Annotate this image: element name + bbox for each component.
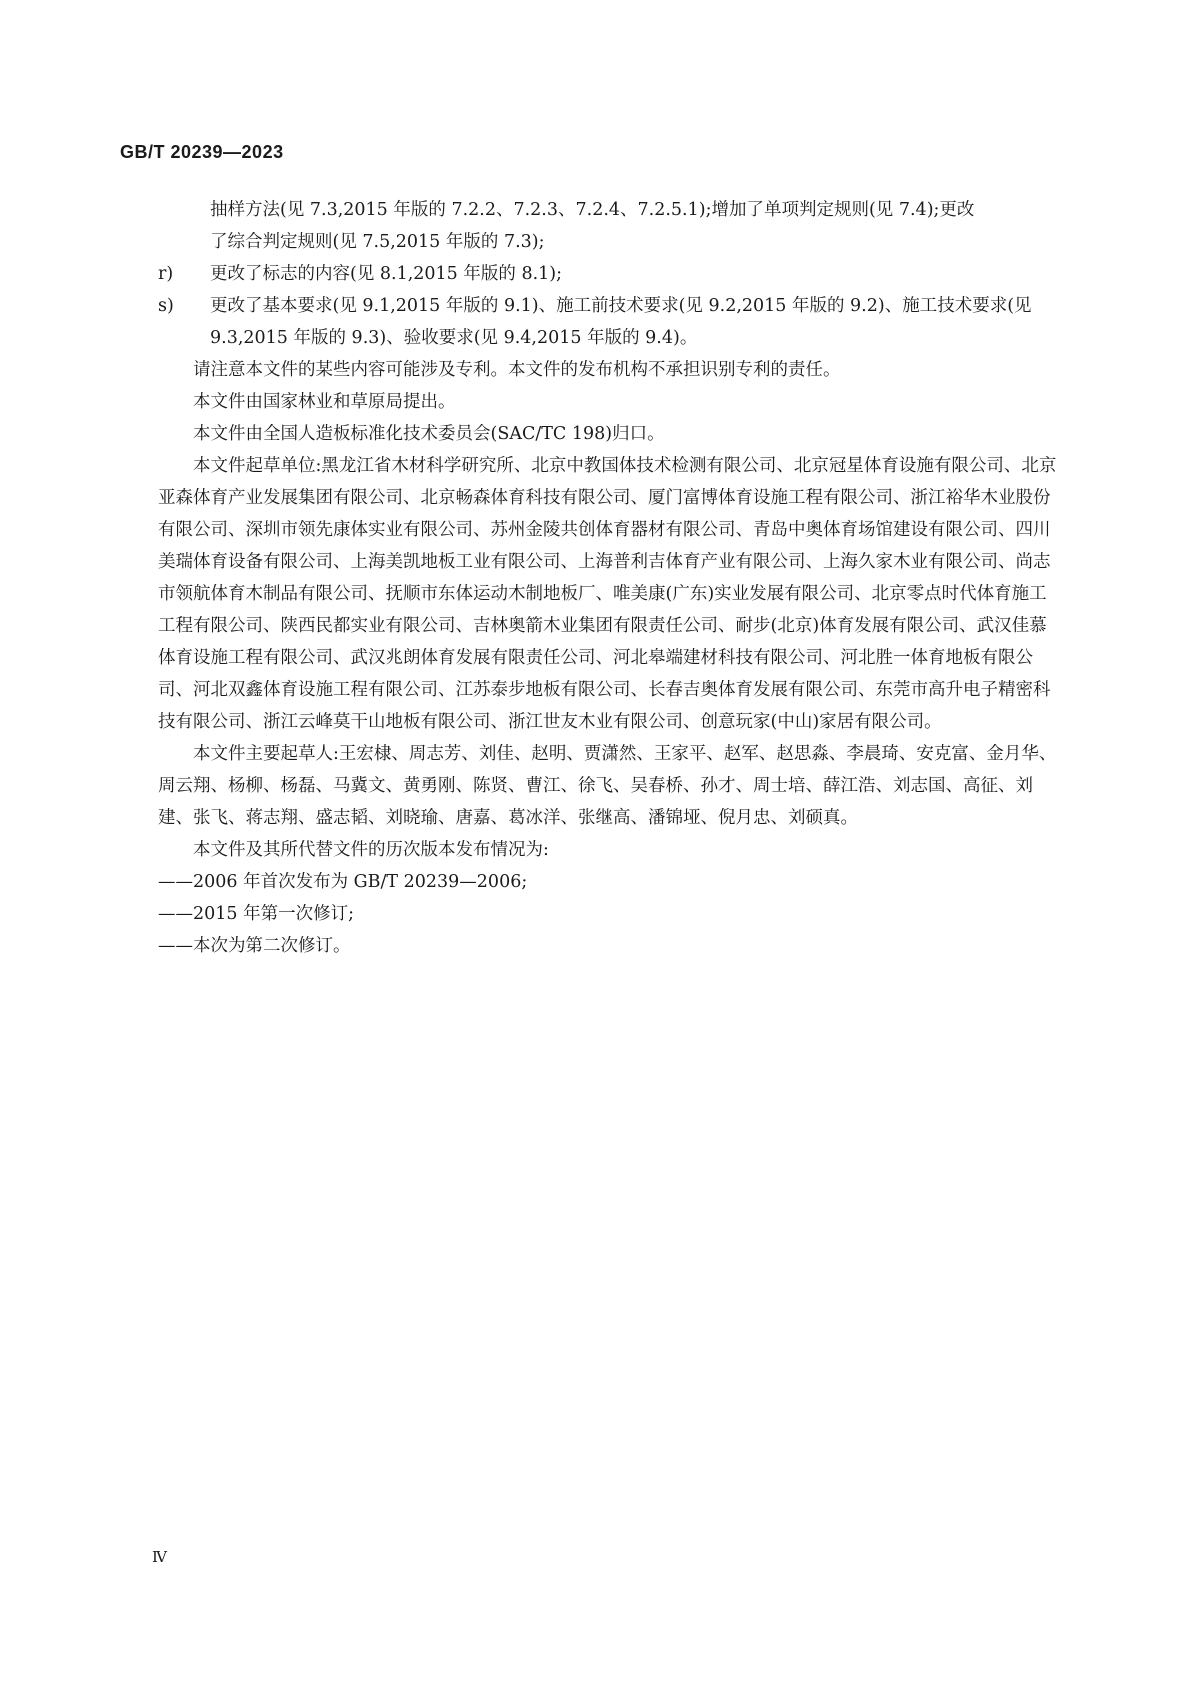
continuation-line-1: 抽样方法(见 7.3,2015 年版的 7.2.2、7.2.3、7.2.4、7.2.5.1);增加了单项判定规则(见 7.4);更改 (210, 200, 975, 220)
history-intro: 本文件及其所代替文件的历次版本发布情况为: (193, 840, 549, 860)
list-text: 更改了基本要求(见 9.1,2015 年版的 9.1)、施工前技术要求(见 9.2,2015 年版的 9.2)、施工技术要求(见 9.3,2015 年版的 9.3)、验收要求(见 9.4,2015 年版的 9.4)。 (210, 296, 1032, 348)
page-number: Ⅳ (152, 1548, 167, 1566)
history-item: ——2015 年第一次修订; (158, 904, 354, 924)
proposed-by: 本文件由国家林业和草原局提出。 (193, 392, 456, 412)
list-mark: r) (158, 264, 174, 284)
foreword-body (158, 194, 1060, 962)
history-item: ——本次为第二次修订。 (158, 936, 351, 956)
continuation-line-2: 了综合判定规则(见 7.5,2015 年版的 7.3); (210, 232, 545, 252)
list-item-r (158, 258, 1060, 290)
history-item: ——2006 年首次发布为 GB/T 20239—2006; (158, 872, 528, 892)
patent-notice: 请注意本文件的某些内容可能涉及专利。本文件的发布机构不承担识别专利的责任。 (193, 360, 841, 380)
list-text: 更改了标志的内容(见 8.1,2015 年版的 8.1); (210, 264, 562, 284)
drafters: 本文件主要起草人:王宏棣、周志芳、刘佳、赵明、贾潇然、王家平、赵军、赵思淼、李晨琦、安克富、金月华、周云翔、杨柳、杨磊、马冀文、黄勇刚、陈贤、曹江、徐飞、吴春桥、孙才、周士培、薛江浩、刘志国、高征、刘建、张飞、蒋志翔、盛志韬、刘晓瑜、唐嘉、葛冰洋、张继高、潘锦垭、倪月忠、刘硕真。 (158, 744, 1057, 828)
drafting-units: 本文件起草单位:黑龙江省木材科学研究所、北京中教国体技术检测有限公司、北京冠星体育设施有限公司、北京亚森体育产业发展集团有限公司、北京畅森体育科技有限公司、厦门富博体育设施工程有限公司、浙江裕华木业股份有限公司、深圳市领先康体实业有限公司、苏州金陵共创体育器材有限公司、青岛中奥体育场馆建设有限公司、四川美瑞体育设备有限公司、上海美凯地板工业有限公司、上海普利吉体育产业有限公司、上海久家木业有限公司、尚志市领航体育木制品有限公司、抚顺市东体运动木制地板厂、唯美康(广东)实业发展有限公司、北京零点时代体育施工工程有限公司、陕西民都实业有限公司、吉林奥箭木业集团有限责任公司、耐步(北京)体育发展有限公司、武汉佳慕体育设施工程有限公司、武汉兆朗体育发展有限责任公司、河北皋端建材科技有限公司、河北胜一体育地板有限公司、河北双鑫体育设施工程有限公司、江苏泰步地板有限公司、长春吉奥体育发展有限公司、东莞市高升电子精密科技有限公司、浙江云峰莫干山地板有限公司、浙江世友木业有限公司、创意玩家(中山)家居有限公司。 (158, 456, 1057, 732)
document-number: GB/T 20239—2023 (120, 142, 284, 162)
centralized-by: 本文件由全国人造板标准化技术委员会(SAC/TC 198)归口。 (193, 424, 665, 444)
list-mark: s) (158, 296, 174, 316)
list-item-s (158, 290, 1060, 354)
